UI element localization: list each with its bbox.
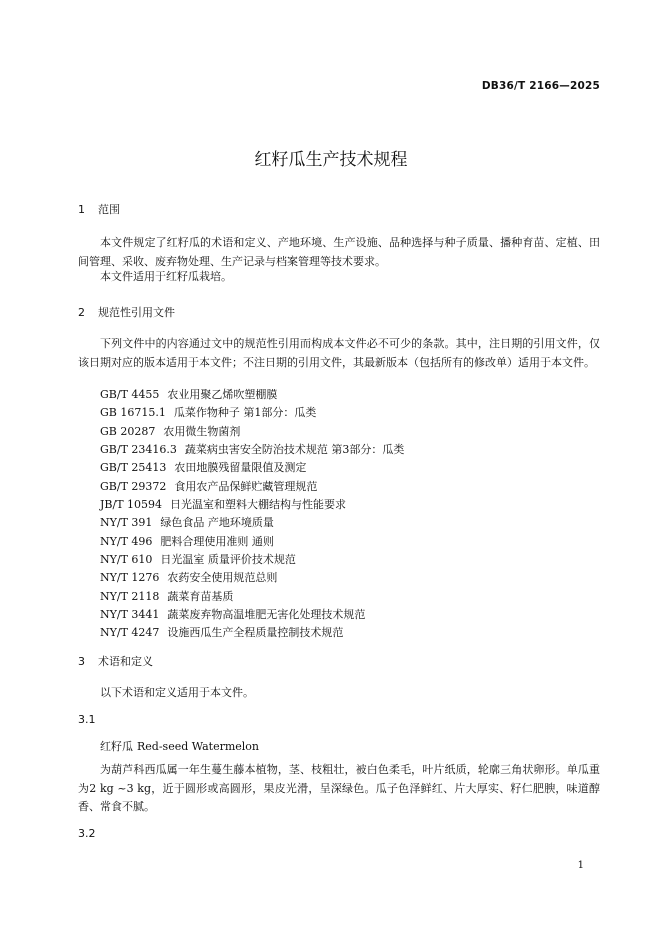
reference-name: 日光温室 质量评价技术规范	[160, 553, 296, 567]
reference-item	[100, 588, 404, 606]
normative-intro: 下列文件中的内容通过文中的规范性引用而构成本文件必不可少的条款。其中，注日期的引用文件，仅该日期对应的版本适用于本文件；不注日期的引用文件，其最新版本（包括所有的修改单）适用于本文件。	[78, 337, 600, 369]
document-title: 红籽瓜生产技术规程	[254, 150, 408, 170]
reference-name: 日光温室和塑料大棚结构与性能要求	[170, 498, 347, 512]
reference-name: 设施西瓜生产全程质量控制技术规范	[167, 626, 344, 640]
reference-item	[100, 569, 404, 587]
reference-code: GB 16715.1	[100, 406, 166, 420]
reference-item	[100, 386, 404, 404]
scope-paragraph-1: 本文件规定了红籽瓜的术语和定义、产地环境、生产设施、品种选择与种子质量、播种育苗、定植、田间管理、采收、废弃物处理、生产记录与档案管理等技术要求。	[78, 236, 600, 268]
reference-name: 农药安全使用规范总则	[167, 571, 278, 585]
reference-name: 蔬菜病虫害安全防治技术规范 第3部分：瓜类	[184, 443, 405, 457]
term-zh: 红籽瓜	[100, 740, 133, 753]
clause-number: 3.1	[78, 713, 96, 726]
reference-code: NY/T 3441	[100, 608, 160, 622]
reference-item	[100, 459, 404, 477]
reference-item	[100, 606, 404, 624]
reference-code: NY/T 4247	[100, 626, 160, 640]
section-heading-normative	[78, 304, 175, 320]
reference-name: 食用农产品保鲜贮藏管理规范	[174, 479, 318, 493]
scope-paragraph-2: 本文件适用于红籽瓜栽培。	[100, 270, 232, 283]
reference-item	[100, 441, 404, 459]
section-heading-terms	[78, 653, 153, 669]
reference-list	[100, 386, 404, 643]
reference-item	[100, 514, 404, 532]
reference-item	[100, 423, 404, 441]
reference-code: GB/T 29372	[100, 479, 167, 493]
reference-name: 蔬菜育苗基质	[167, 589, 234, 603]
clause-number: 3.2	[78, 827, 96, 840]
reference-item	[100, 478, 404, 496]
reference-name: 农用微生物菌剂	[163, 424, 241, 438]
reference-name: 农田地膜残留量限值及测定	[174, 461, 307, 475]
reference-name: 蔬菜废弃物高温堆肥无害化处理技术规范	[167, 608, 366, 622]
terms-intro: 以下术语和定义适用于本文件。	[100, 686, 254, 699]
reference-code: NY/T 610	[100, 553, 153, 567]
term-entry	[100, 738, 259, 754]
reference-code: GB/T 4455	[100, 388, 160, 401]
page-number: 1	[577, 860, 584, 871]
reference-code: GB/T 25413	[100, 461, 167, 475]
reference-item	[100, 551, 404, 569]
reference-item	[100, 533, 404, 551]
reference-code: GB/T 23416.3	[100, 443, 177, 457]
reference-item	[100, 496, 404, 514]
reference-code: NY/T 496	[100, 534, 153, 548]
document-code: DB36/T 2166—2025	[481, 80, 600, 92]
term-definition: 为葫芦科西瓜属一年生蔓生藤本植物，茎、枝粗壮，被白色柔毛，叶片纸质，轮廓三角状卵形。单瓜重为2 kg ~3 kg，近于圆形或高圆形，果皮光滑，呈深绿色。瓜子色泽鲜红、片大厚实、籽仁肥腴，味道醇香、常食不腻。	[78, 763, 600, 813]
reference-code: GB 20287	[100, 424, 156, 438]
reference-code: NY/T 391	[100, 516, 153, 530]
section-title: 术语和定义	[98, 655, 153, 668]
reference-code: JB/T 10594	[100, 498, 163, 512]
section-number: 2	[78, 306, 85, 319]
section-number: 3	[78, 655, 85, 668]
reference-code: NY/T 2118	[100, 589, 160, 603]
term-en: Red-seed Watermelon	[137, 740, 260, 753]
reference-name: 瓜菜作物种子 第1部分：瓜类	[173, 406, 317, 420]
section-number: 1	[78, 203, 85, 216]
reference-name: 农业用聚乙烯吹塑棚膜	[167, 388, 278, 401]
section-title: 规范性引用文件	[98, 306, 175, 319]
reference-item	[100, 624, 404, 642]
section-title: 范围	[98, 203, 120, 216]
reference-name: 绿色食品 产地环境质量	[160, 516, 274, 530]
section-heading-scope	[78, 201, 120, 217]
reference-code: NY/T 1276	[100, 571, 160, 585]
reference-name: 肥料合理使用准则 通则	[160, 534, 274, 548]
reference-item	[100, 404, 404, 422]
